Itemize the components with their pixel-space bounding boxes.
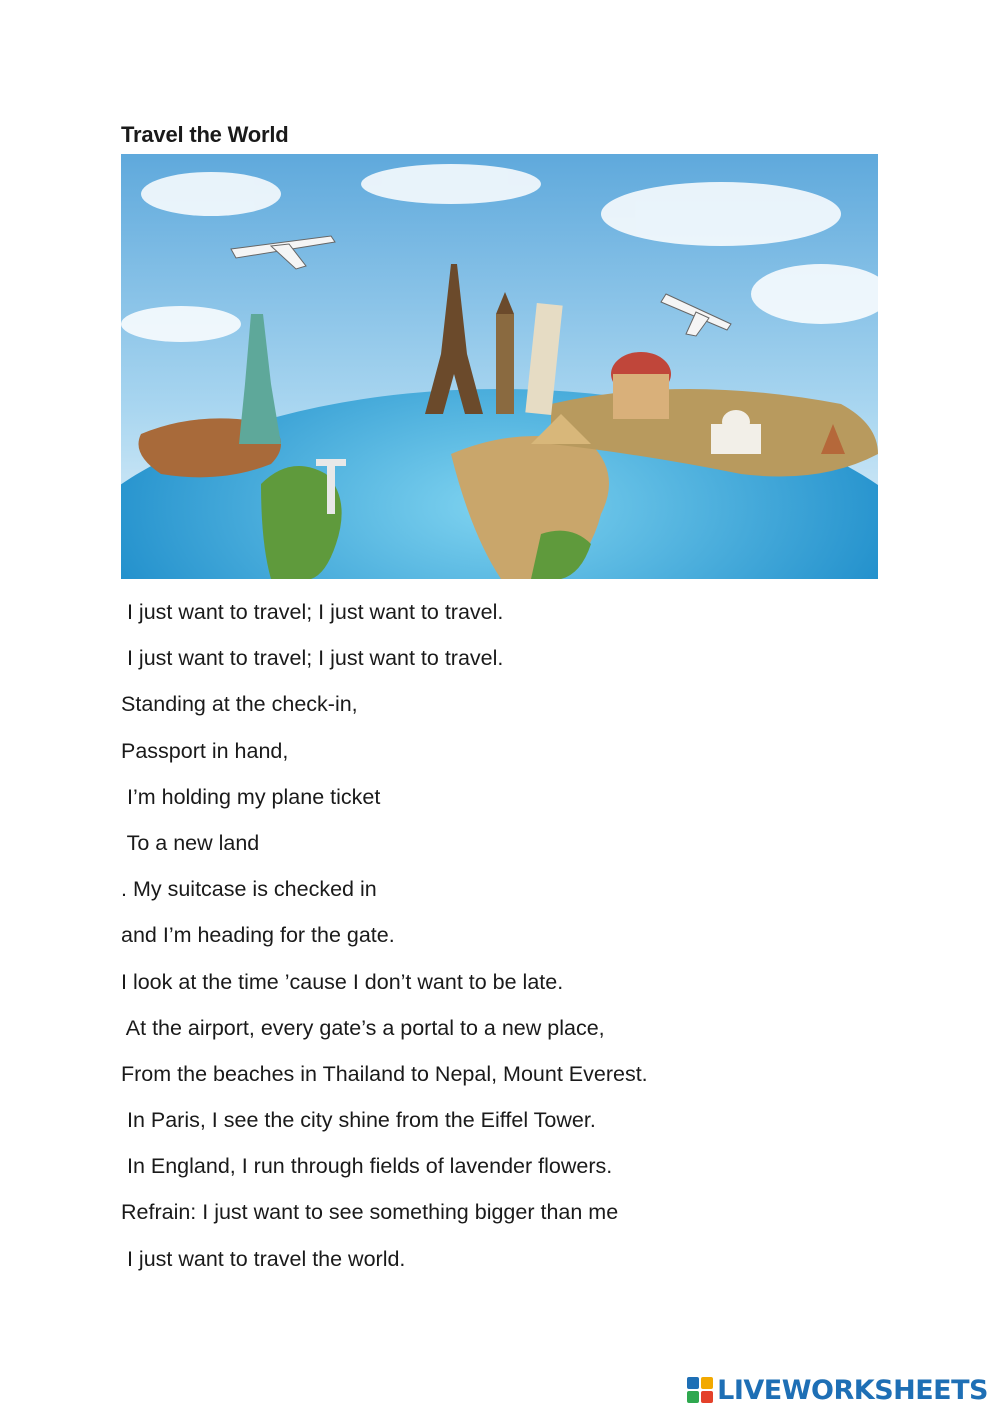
brand-name: LIVEWORKSHEETS: [717, 1374, 988, 1406]
poem-line: Passport in hand,: [121, 738, 289, 763]
poem-line: I look at the time ’cause I don’t want to be late.: [121, 969, 564, 994]
poem-line: . My suitcase is checked in: [121, 877, 377, 902]
poem-line: I just want to travel; I just want to travel.: [121, 600, 504, 624]
poem-line: I just want to travel; I just want to travel.: [121, 646, 504, 671]
poem-line: In England, I run through fields of lavender flowers.: [121, 1154, 613, 1179]
poem-line: I’m holding my plane ticket: [121, 784, 381, 809]
poem-lines: [121, 598, 881, 1291]
big-ben-icon: [496, 314, 514, 414]
world-landmarks-illustration: [121, 154, 878, 579]
poem-line: Refrain: I just want to see something bigger than me: [121, 1200, 619, 1225]
poem-line: To a new land: [121, 830, 260, 855]
poem-line: I just want to travel the world.: [121, 1246, 406, 1271]
liveworksheets-brand[interactable]: [687, 1374, 988, 1406]
poem-line: Standing at the check-in,: [121, 692, 358, 717]
poem-line: From the beaches in Thailand to Nepal, Mount Everest.: [121, 1061, 648, 1086]
poem-line: In Paris, I see the city shine from the Eiffel Tower.: [121, 1108, 596, 1133]
poem-line: At the airport, every gate’s a portal to a new place,: [121, 1015, 605, 1040]
liveworksheets-logo-icon: [687, 1377, 713, 1403]
poem-line: and I’m heading for the gate.: [121, 923, 395, 948]
page-title: Travel the World: [121, 122, 289, 147]
